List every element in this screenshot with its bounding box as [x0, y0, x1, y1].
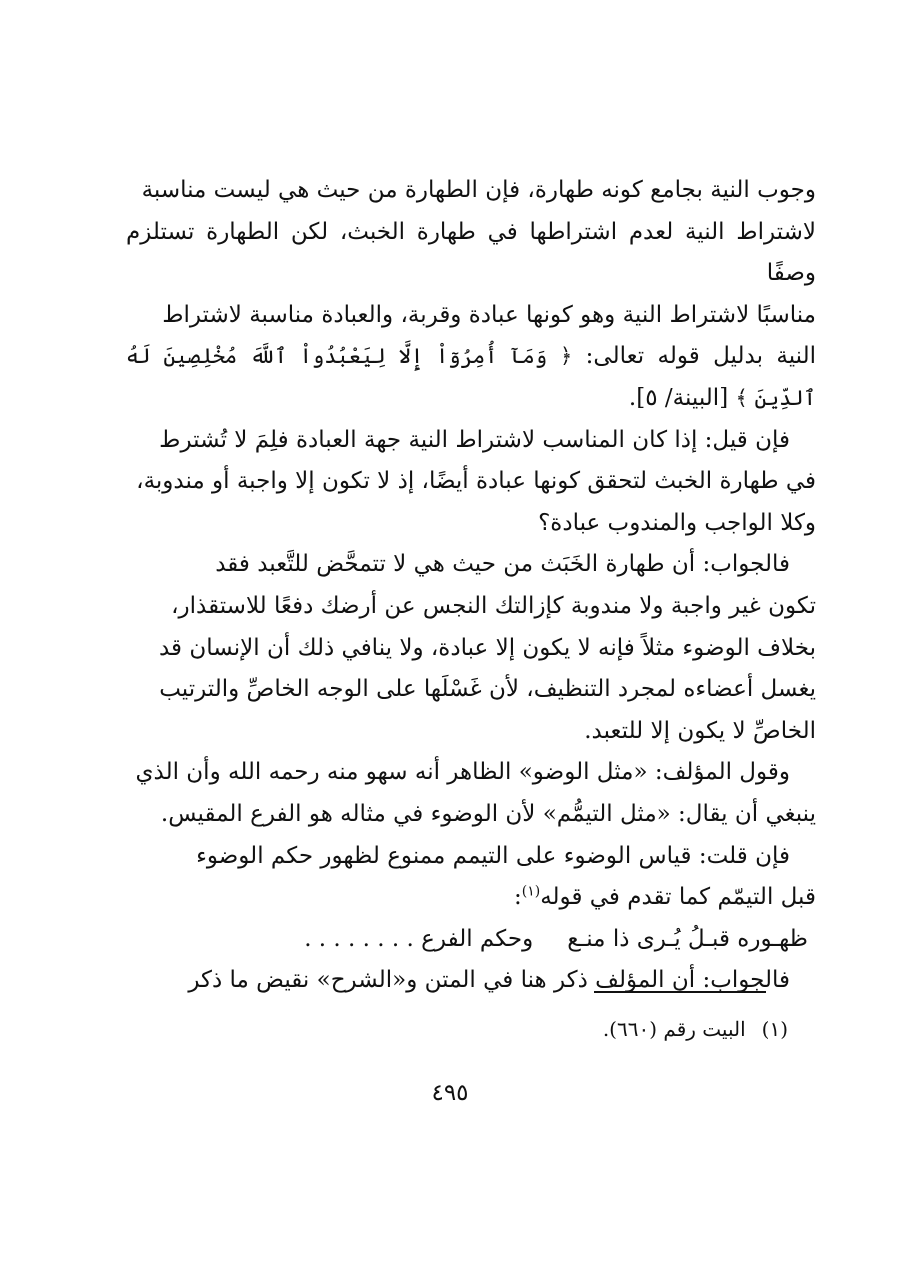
verse-hemistich-left: وحكم الفرع . . . . . . . . [304, 925, 534, 952]
text-line: فإن قلت: قياس الوضوء على التيمم ممنوع لظهور حكم الوضوء [196, 842, 790, 869]
paragraph-3 [126, 544, 816, 752]
text-line: لاشتراط النية لعدم اشتراطها في طهارة الخبث، لكن الطهارة تستلزم وصفًا [126, 218, 816, 287]
paragraph-4 [126, 752, 816, 835]
text-line: ينبغي أن يقال: «مثل التيمُّم» لأن الوضوء في مثاله هو الفرع المقيس. [160, 800, 816, 827]
text-span: النية بدليل قوله تعالى: [572, 343, 816, 370]
text-line: تكون غير واجبة ولا مندوبة كإزالتك النجس عن أرضك دفعًا للاستقذار، [171, 592, 816, 619]
text-line: وقول المؤلف: «مثل الوضو» الظاهر أنه سهو منه رحمه الله وأن الذي [135, 759, 790, 786]
paragraph-2 [126, 420, 816, 545]
footnote-number: (١) [761, 1017, 788, 1041]
text-line: مناسبًا لاشتراط النية وهو كونها عبادة وقربة، والعبادة مناسبة لاشتراط [162, 301, 816, 328]
quran-verse: ﴿ وَمَآ أُمِرُوٓاْ إِلَّا لِيَعْبُدُواْ ٱللَّهَ مُخْلِصِينَ لَهُ ٱلدِّينَ ﴾ [126, 344, 816, 410]
verse-hemistich-right: ظهـوره قبـلُ يُـرى ذا منـع [567, 925, 808, 952]
poem-verse [126, 919, 816, 961]
text-line: فإن قيل: إذا كان المناسب لاشتراط النية جهة العبادة فلِمَ لا تُشترط [159, 426, 790, 453]
footnote-divider [594, 991, 766, 993]
paragraph-6 [126, 960, 816, 1002]
page-number: ٤٩٥ [431, 1080, 469, 1106]
verse-reference: [البينة/ ٥]. [628, 384, 736, 411]
text-span: : [514, 884, 522, 911]
footnote-reference: (١) [521, 883, 541, 900]
text-span: قبل التيمّم كما تقدم في قوله [540, 884, 816, 911]
paragraph-1 [126, 170, 816, 420]
text-line: يغسل أعضاءه لمجرد التنظيف، لأن غَسْلَها على الوجه الخاصِّ والترتيب [159, 676, 816, 703]
text-line: في طهارة الخبث لتحقق كونها عبادة أيضًا، إذ لا تكون إلا واجبة أو مندوبة، [136, 468, 816, 495]
main-text [126, 170, 816, 1002]
text-line: بخلاف الوضوء مثلاً فإنه لا يكون إلا عبادة، ولا ينافي ذلك أن الإنسان قد [158, 634, 816, 661]
paragraph-5 [126, 836, 816, 919]
text-line: وكلا الواجب والمندوب عبادة؟ [538, 509, 816, 536]
footnote-text: البيت رقم (٦٦٠). [602, 1017, 746, 1041]
text-line [126, 336, 816, 419]
text-line: الخاصِّ لا يكون إلا للتعبد. [584, 717, 816, 744]
text-line: فالجواب: أن المؤلف ذكر هنا في المتن و«الشرح» نقيض ما ذكر [188, 967, 790, 994]
text-line [126, 877, 816, 919]
footnote [603, 1014, 788, 1044]
text-line: وجوب النية بجامع كونه طهارة، فإن الطهارة من حيث هي ليست مناسبة [141, 177, 816, 203]
text-line: فالجواب: أن طهارة الخَبَث من حيث هي لا تتمحَّض للتَّعبد فقد [215, 551, 790, 578]
